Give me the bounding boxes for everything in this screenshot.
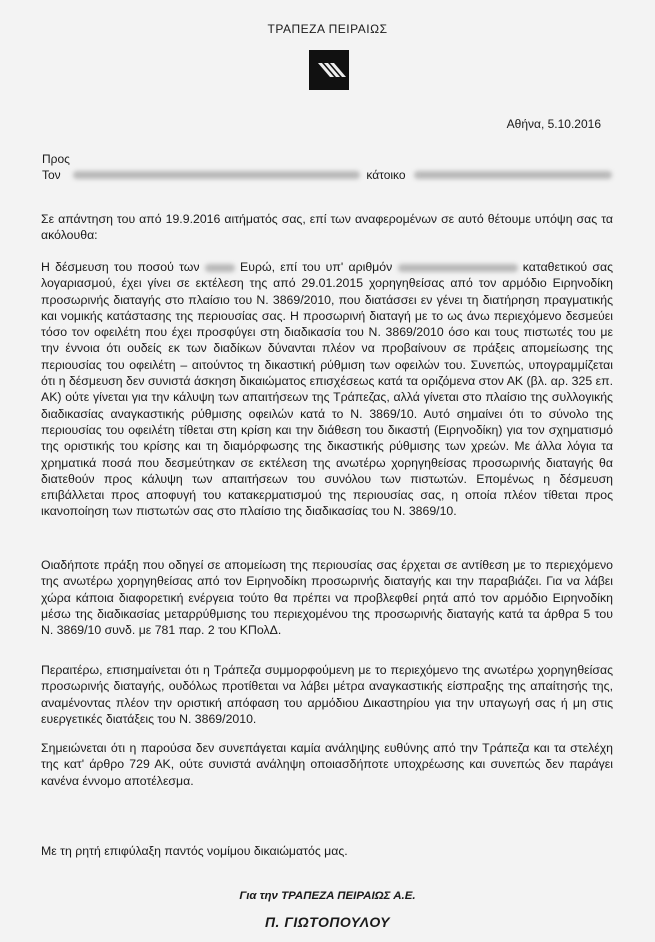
- body-paragraph-2: Οιαδήποτε πράξη που οδηγεί σε απομείωση της περιουσίας σας έρχεται σε αντίθεση με το περιεχόμενο της ανωτέρω χορηγηθείσας από τον Ειρηνοδίκη προσωρινής διαταγής και την παραβιάζει. Για να λάβει χώρα κάποια διαφορετική ενέργεια τούτο θα πρέπει να προβλεφθεί ρητά από τον αρμόδιο Ειρηνοδίκη μέσω της διαδικασίας μεταρρύθμισης του περιεχομένου της προσωρινής διαταγής κατά τα άρθρα 5 του Ν. 3869/10 συνδ. με 781 παρ. 2 του ΚΠολΔ.: [41, 558, 613, 638]
- recipient-ton-label: Τον: [42, 168, 61, 182]
- recipient-resident-label: κάτοικο: [366, 168, 406, 182]
- body-paragraph-1: [41, 259, 613, 520]
- signature-for-label: Για την ΤΡΑΠΕΖΑ ΠΕΙΡΑΙΩΣ Α.Ε.: [239, 890, 416, 902]
- body1-part-b: Ευρώ, επί του υπ' αριθμόν: [240, 260, 393, 274]
- body-paragraph-3: Περαιτέρω, επισημαίνεται ότι η Τράπεζα συμμορφούμενη με το περιεχόμενο της ανωτέρω χορηγηθείσας προσωρινής διαταγής, ουδόλως προτίθεται να λάβει μέτρα αναγκαστικής είσπραξης της απαίτησής της, αναμένοντας πλέον την οριστική απόφαση του αρμόδιου Δικαστηρίου για την υπαγωγή σας ή μη στις ευεργετικές διατάξεις του Ν. 3869/2010.: [41, 663, 613, 726]
- letter-date: Αθήνα, 5.10.2016: [506, 117, 601, 131]
- redacted-amount: [205, 264, 235, 272]
- redacted-account-number: [398, 264, 518, 272]
- redacted-recipient-address: [414, 171, 612, 179]
- letterhead-bank-name: ΤΡΑΠΕΖΑ ΠΕΙΡΑΙΩΣ: [267, 22, 388, 36]
- recipient-line: [42, 168, 612, 182]
- body1-part-c: καταθετικού σας λογαριασμού, έχει γίνει σε εκτέλεση της από 29.01.2015 χορηγηθείσας από τον αρμόδιο Ειρηνοδίκη προσωρινής διαταγής στο πλαίσιο του Ν. 3869/2010, που διατάσσει εν γένει τη διατήρηση πραγματικής και νομικής κατάστασης της περιουσίας σας. Η προσωρινή διαταγή με το ως άνω περιεχόμενο δεσμεύει τόσο τον οφειλέτη που έχει προσφύγει στη διαδικασία του Ν. 3869/2010 όσο και τους πιστωτές του με την έννοια ότι ουδείς εκ των διαδίκων δύνανται πλέον να προβαίνουν σε πράξεις απομείωσης της περιουσίας του οφειλέτη – αιτούντος τη δικαστική ρύθμιση των οφειλών του. Συνεπώς, υπογραμμίζεται ότι η δέσμευση δεν συνιστά άσκηση δικαιώματος επισχέσεως κατά τα οριζόμενα στον ΑΚ (βλ. αρ. 325 επ. ΑΚ) ούτε γίνεται για την κάλυψη των απαιτήσεων της Τράπεζας, αλλά γίνεται στο πλαίσιο της συλλογικής διαδικασίας αναγκαστικής ρύθμισης οφειλών κατά το Ν. 3869/10. Αυτό σημαίνει ότι το σύνολο της περιουσίας του οφειλέτη τίθεται στη κρίση και την διάθεση του δικαστή (Ειρηνοδίκη) για τον σχηματισμό της οριστικής του κρίσης και τη διαμόρφωσης της δικαστικής ρύθμισης των χρεών. Με άλλα λόγια τα χρηματικά ποσά που δεσμεύτηκαν σε εκτέλεση της ανωτέρω χορηγηθείσας προσωρινής διαταγής θα διατεθούν προς κάλυψη των απαιτήσεων του συνόλου των πιστωτών. Επομένως η δέσμευση επιβάλλεται προς αποφυγή του κατακερματισμού της περιουσίας σας, η οποία πλέον τίθεται προς ικανοποίηση των πιστωτών σας στο πλαίσιο της διαδικασίας του Ν. 3869/10.: [41, 260, 614, 519]
- signature-name: Π. ΓΙΩΤΟΠΟΥΛΟΥ: [264, 914, 391, 930]
- closing-paragraph: Με τη ρητή επιφύλαξη παντός νομίμου δικαιώματός μας.: [41, 844, 348, 858]
- body-paragraph-4: Σημειώνεται ότι η παρούσα δεν συνεπάγεται καμία ανάληψης ευθύνης από την Τράπεζα και τα στελέχη της κατ' άρθρο 729 ΑΚ, ούτε συνιστά ανάληψη οποιασδήποτε υποχρέωσης και συνεπώς δεν παράγει κανένα έννομο αποτέλεσμα.: [41, 741, 613, 788]
- recipient-to-label: Προς: [42, 152, 70, 166]
- body1-part-a: Η δέσμευση του ποσού των: [41, 260, 200, 274]
- intro-paragraph: Σε απάντηση του από 19.9.2016 αιτήματός σας, επί των αναφερομένων σε αυτό θέτουμε υπόψη σας τα ακόλουθα:: [41, 212, 613, 243]
- redacted-recipient-name: [73, 171, 361, 179]
- piraeus-bank-logo-icon: [309, 50, 349, 90]
